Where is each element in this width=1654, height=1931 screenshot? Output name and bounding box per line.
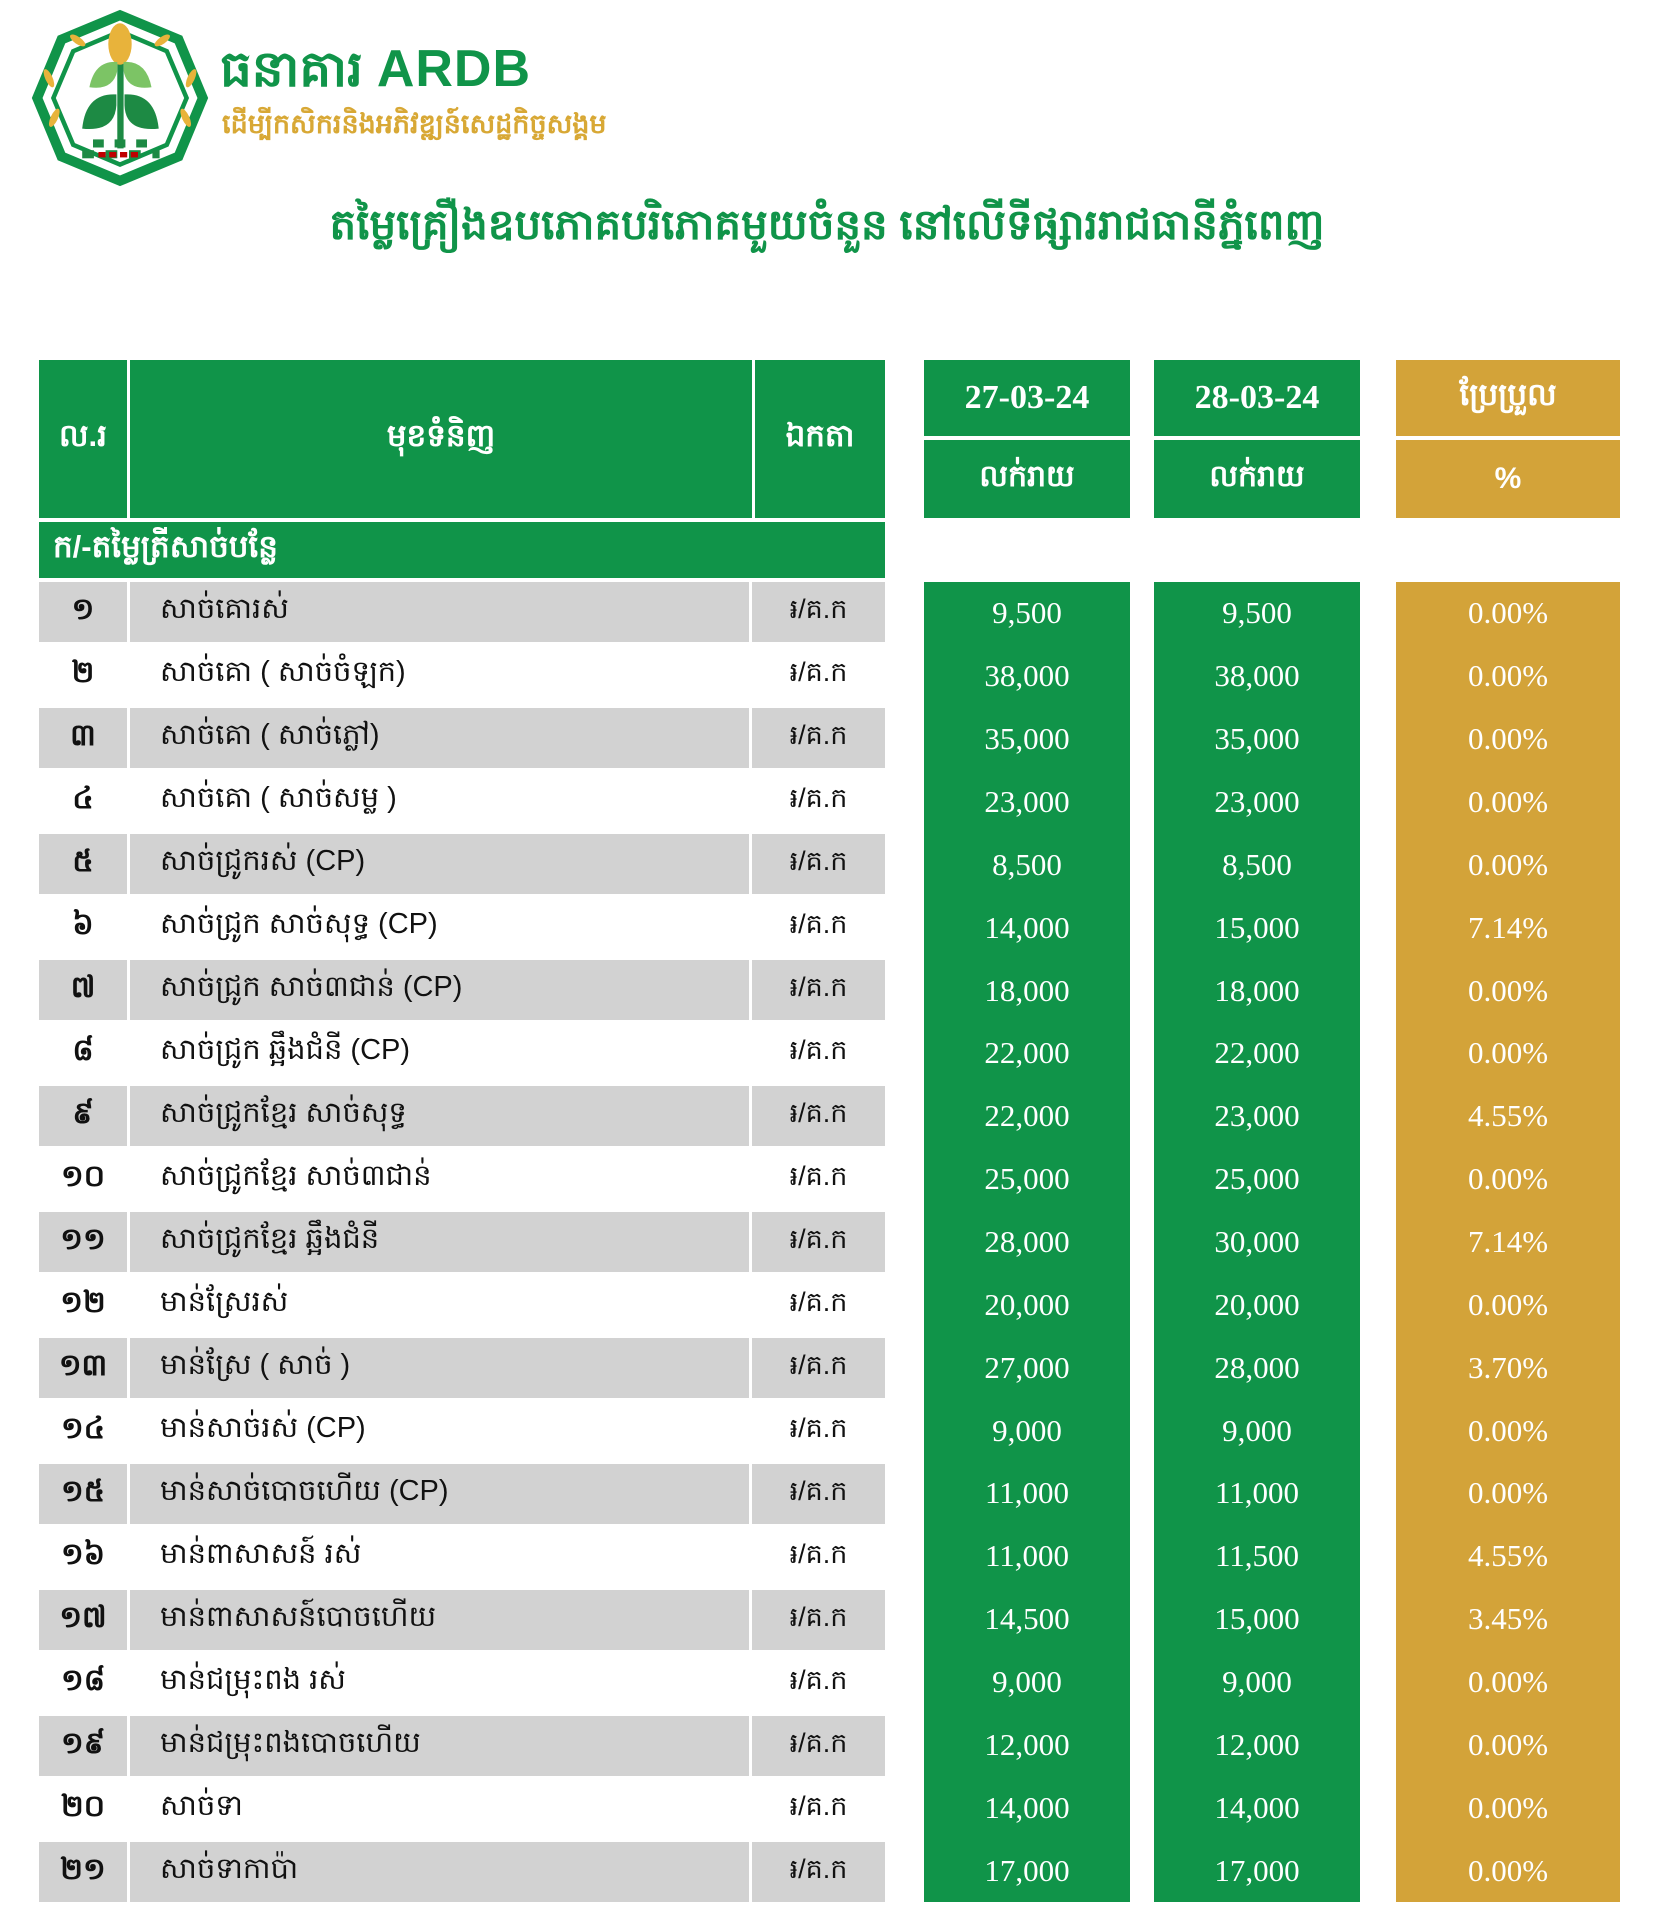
price1-cell: 22,000 xyxy=(984,1098,1070,1134)
price1-cell: 20,000 xyxy=(984,1286,1070,1322)
price1-cell: 14,000 xyxy=(984,909,1070,945)
table-header xyxy=(39,360,885,518)
item-name: មាន់សាច់បោចហើយ (CP) xyxy=(130,1464,752,1524)
item-name: សាច់ជ្រូក សាច់៣ជាន់ (CP) xyxy=(130,960,752,1020)
change-column xyxy=(1396,582,1620,1902)
price1-cell: 22,000 xyxy=(984,1035,1070,1071)
unit: ៛/គ.ក xyxy=(789,845,848,876)
price1-cell: 23,000 xyxy=(984,784,1070,819)
brand-name xyxy=(220,38,531,111)
item-name: សាច់គោ ( សាច់ចំឡក) xyxy=(130,645,752,705)
change-cell: 0.00% xyxy=(1467,595,1549,631)
unit: ៛/គ.ក xyxy=(789,1097,848,1128)
change-cell: 0.00% xyxy=(1467,972,1549,1008)
date-column-1-header xyxy=(924,360,1130,518)
price1-cell: 27,000 xyxy=(984,1349,1070,1385)
table-row xyxy=(39,1590,885,1650)
change-cell: 4.55% xyxy=(1467,1538,1549,1574)
row-number: ១ xyxy=(39,582,130,642)
table-row xyxy=(39,708,885,768)
unit: ៛/គ.ក xyxy=(789,1664,848,1695)
change-cell: 0.00% xyxy=(1467,1726,1549,1762)
item-name: មាន់សាច់រស់ (CP) xyxy=(130,1401,752,1461)
unit: ៛/គ.ក xyxy=(789,1412,848,1443)
price2-cell: 38,000 xyxy=(1214,658,1300,694)
price2-cell: 11,500 xyxy=(1214,1538,1300,1574)
table-row xyxy=(39,834,885,894)
item-name: សាច់ជ្រូករស់ (CP) xyxy=(130,834,752,894)
date-1: 27-03-24 xyxy=(924,360,1130,440)
price1-cell: 28,000 xyxy=(984,1224,1070,1260)
change-cell: 0.00% xyxy=(1467,658,1549,694)
table-row xyxy=(39,1275,885,1335)
item-name: មាន់ស្រែរស់ xyxy=(130,1275,752,1335)
table-row xyxy=(39,1086,885,1146)
unit: ៛/គ.ក xyxy=(789,971,848,1002)
change-label: ប្រែប្រួល xyxy=(1396,360,1620,440)
price1-cell: 25,000 xyxy=(984,1161,1070,1197)
row-number: ៤ xyxy=(39,771,130,831)
price2-cell: 25,000 xyxy=(1214,1161,1300,1197)
unit: ៛/គ.ក xyxy=(789,1727,848,1758)
change-cell: 0.00% xyxy=(1467,1852,1549,1888)
change-cell: 0.00% xyxy=(1467,1789,1549,1825)
row-number: ១៣ xyxy=(39,1338,130,1398)
price2-cell: 9,000 xyxy=(1222,1664,1292,1700)
unit: ៛/គ.ក xyxy=(789,1034,848,1065)
price1-cell: 9,500 xyxy=(992,595,1062,631)
row-number: ១២ xyxy=(39,1275,130,1335)
date-2: 28-03-24 xyxy=(1154,360,1360,440)
price-column-27-03-24 xyxy=(924,582,1130,1902)
item-name: មាន់ជម្រុះពងបោចហើយ xyxy=(130,1716,752,1776)
row-number: ១៤ xyxy=(39,1401,130,1461)
bank-name-latin: ARDB xyxy=(376,40,532,98)
unit: ៛/គ.ក xyxy=(789,1160,848,1191)
change-cell: 3.45% xyxy=(1467,1601,1549,1637)
table-row xyxy=(39,1401,885,1461)
change-cell: 0.00% xyxy=(1467,1035,1549,1071)
change-cell: 0.00% xyxy=(1467,846,1549,882)
unit: ៛/គ.ក xyxy=(789,1475,848,1506)
row-number: ២០ xyxy=(39,1779,130,1839)
item-name: សាច់ទាកាប៉ា xyxy=(130,1842,752,1902)
change-percent-label: % xyxy=(1494,462,1522,495)
price1-cell: 8,500 xyxy=(992,846,1062,882)
price1-cell: 17,000 xyxy=(984,1852,1070,1888)
unit: ៛/គ.ក xyxy=(789,1286,848,1317)
row-number: ១៧ xyxy=(39,1590,130,1650)
item-name: មាន់ពាសាសន៍បោចហើយ xyxy=(130,1590,752,1650)
price2-cell: 30,000 xyxy=(1214,1224,1300,1260)
change-cell: 7.14% xyxy=(1467,1224,1549,1260)
date-1-retail-label: លក់រាយ xyxy=(979,460,1075,493)
price2-cell: 17,000 xyxy=(1214,1852,1300,1888)
bank-name-khmer: ធនាគារ xyxy=(220,41,363,97)
price2-cell: 15,000 xyxy=(1214,1601,1300,1637)
header-no: ល.រ xyxy=(39,360,130,518)
price1-cell: 18,000 xyxy=(984,972,1070,1008)
item-name: សាច់ជ្រូកខ្មែរ សាច់សុទ្ធ xyxy=(130,1086,752,1146)
item-name: សាច់គោ ( សាច់សម្ល ) xyxy=(130,771,752,831)
unit: ៛/គ.ក xyxy=(789,593,848,624)
price2-cell: 35,000 xyxy=(1214,721,1300,757)
item-name: មាន់ស្រែ ( សាច់ ) xyxy=(130,1338,752,1398)
row-number: ៨ xyxy=(39,1023,130,1083)
table-row xyxy=(39,1023,885,1083)
section-header: ក/-តម្លៃត្រីសាច់បន្លែ xyxy=(39,522,885,578)
unit: ៛/គ.ក xyxy=(789,656,848,687)
table-row xyxy=(39,1338,885,1398)
unit: ៛/គ.ក xyxy=(789,1349,848,1380)
page-title: តម្លៃគ្រឿងឧបភោគបរិភោគមួយចំនួន នៅលើទីផ្សាររាជធានីភ្នំពេញ xyxy=(329,201,1325,248)
table-row xyxy=(39,960,885,1020)
change-cell: 0.00% xyxy=(1467,1664,1549,1700)
change-cell: 4.55% xyxy=(1467,1098,1549,1134)
unit: ៛/គ.ក xyxy=(789,719,848,750)
price2-cell: 9,500 xyxy=(1222,595,1292,631)
ardb-logo xyxy=(30,8,210,188)
table-row xyxy=(39,1716,885,1776)
unit: ៛/គ.ក xyxy=(789,908,848,939)
table-rows xyxy=(39,582,885,1905)
price1-cell: 14,500 xyxy=(984,1601,1070,1637)
change-cell: 0.00% xyxy=(1467,1161,1549,1197)
row-number: ១៩ xyxy=(39,1716,130,1776)
item-name: មាន់ពាសាសន៍ រស់ xyxy=(130,1527,752,1587)
item-name: សាច់ជ្រូកខ្មែរ ឆ្អឹងជំនី xyxy=(130,1212,752,1272)
table-row xyxy=(39,1212,885,1272)
price1-cell: 9,000 xyxy=(992,1412,1062,1448)
price2-cell: 20,000 xyxy=(1214,1286,1300,1322)
row-number: ២ xyxy=(39,645,130,705)
item-name: មាន់ជម្រុះពង រស់ xyxy=(130,1653,752,1713)
row-number: ១៦ xyxy=(39,1527,130,1587)
date-2-retail-label: លក់រាយ xyxy=(1209,460,1305,493)
change-cell: 0.00% xyxy=(1467,1286,1549,1322)
table-row xyxy=(39,771,885,831)
row-number: ១១ xyxy=(39,1212,130,1272)
price2-cell: 22,000 xyxy=(1214,1035,1300,1071)
date-column-2-header xyxy=(1154,360,1360,518)
unit: ៛/គ.ក xyxy=(789,1223,848,1254)
price1-cell: 9,000 xyxy=(992,1664,1062,1700)
change-cell: 0.00% xyxy=(1467,721,1549,757)
table-row xyxy=(39,897,885,957)
table-row xyxy=(39,1842,885,1902)
price2-cell: 18,000 xyxy=(1214,972,1300,1008)
price1-cell: 12,000 xyxy=(984,1726,1070,1762)
table-row xyxy=(39,1464,885,1524)
price2-cell: 14,000 xyxy=(1214,1789,1300,1825)
row-number: ២១ xyxy=(39,1842,130,1902)
change-cell: 0.00% xyxy=(1467,1475,1549,1511)
row-number: ១៥ xyxy=(39,1464,130,1524)
header-item: មុខទំនិញ xyxy=(130,360,755,518)
table-row xyxy=(39,1653,885,1713)
row-number: ៩ xyxy=(39,1086,130,1146)
price1-cell: 38,000 xyxy=(984,658,1070,694)
header-unit: ឯកតា xyxy=(785,417,855,453)
change-cell: 0.00% xyxy=(1467,1412,1549,1448)
price2-cell: 9,000 xyxy=(1222,1412,1292,1448)
row-number: ១០ xyxy=(39,1149,130,1209)
price2-cell: 23,000 xyxy=(1214,784,1300,819)
item-name: សាច់គោរស់ xyxy=(130,582,752,642)
table-row xyxy=(39,1149,885,1209)
unit: ៛/គ.ក xyxy=(789,1538,848,1569)
item-name: សាច់ជ្រូក ឆ្អឹងជំនី (CP) xyxy=(130,1023,752,1083)
unit: ៛/គ.ក xyxy=(789,1790,848,1821)
row-number: ៥ xyxy=(39,834,130,894)
item-name: សាច់ជ្រូក សាច់សុទ្ធ (CP) xyxy=(130,897,752,957)
price2-cell: 12,000 xyxy=(1214,1726,1300,1762)
price2-cell: 8,500 xyxy=(1222,846,1292,882)
price1-cell: 35,000 xyxy=(984,721,1070,757)
row-number: ៧ xyxy=(39,960,130,1020)
item-name: សាច់ជ្រូកខ្មែរ សាច់៣ជាន់ xyxy=(130,1149,752,1209)
price1-cell: 11,000 xyxy=(984,1538,1070,1574)
bank-tagline: ដើម្បីកសិករនិងអភិវឌ្ឍន៍សេដ្ឋកិច្ចសង្គម xyxy=(222,109,607,139)
price1-cell: 11,000 xyxy=(984,1475,1070,1511)
unit: ៛/គ.ក xyxy=(789,1853,848,1884)
change-cell: 0.00% xyxy=(1467,784,1549,819)
change-cell: 7.14% xyxy=(1467,909,1549,945)
price2-cell: 15,000 xyxy=(1214,909,1300,945)
row-number: ៣ xyxy=(39,708,130,768)
unit: ៛/គ.ក xyxy=(789,782,848,813)
item-name: សាច់ទា xyxy=(130,1779,752,1839)
table-row xyxy=(39,1779,885,1839)
table-row xyxy=(39,582,885,642)
unit: ៛/គ.ក xyxy=(789,1601,848,1632)
row-number: ១៨ xyxy=(39,1653,130,1713)
change-cell: 3.70% xyxy=(1467,1349,1549,1385)
price2-cell: 28,000 xyxy=(1214,1349,1300,1385)
price1-cell: 14,000 xyxy=(984,1789,1070,1825)
price-column-28-03-24 xyxy=(1154,582,1360,1902)
table-row xyxy=(39,1527,885,1587)
price2-cell: 11,000 xyxy=(1214,1475,1300,1511)
row-number: ៦ xyxy=(39,897,130,957)
change-column-header xyxy=(1396,360,1620,518)
item-name: សាច់គោ ( សាច់ភ្លៅ) xyxy=(130,708,752,768)
price2-cell: 23,000 xyxy=(1214,1098,1300,1134)
logo-red-marks xyxy=(98,152,138,157)
table-row xyxy=(39,645,885,705)
